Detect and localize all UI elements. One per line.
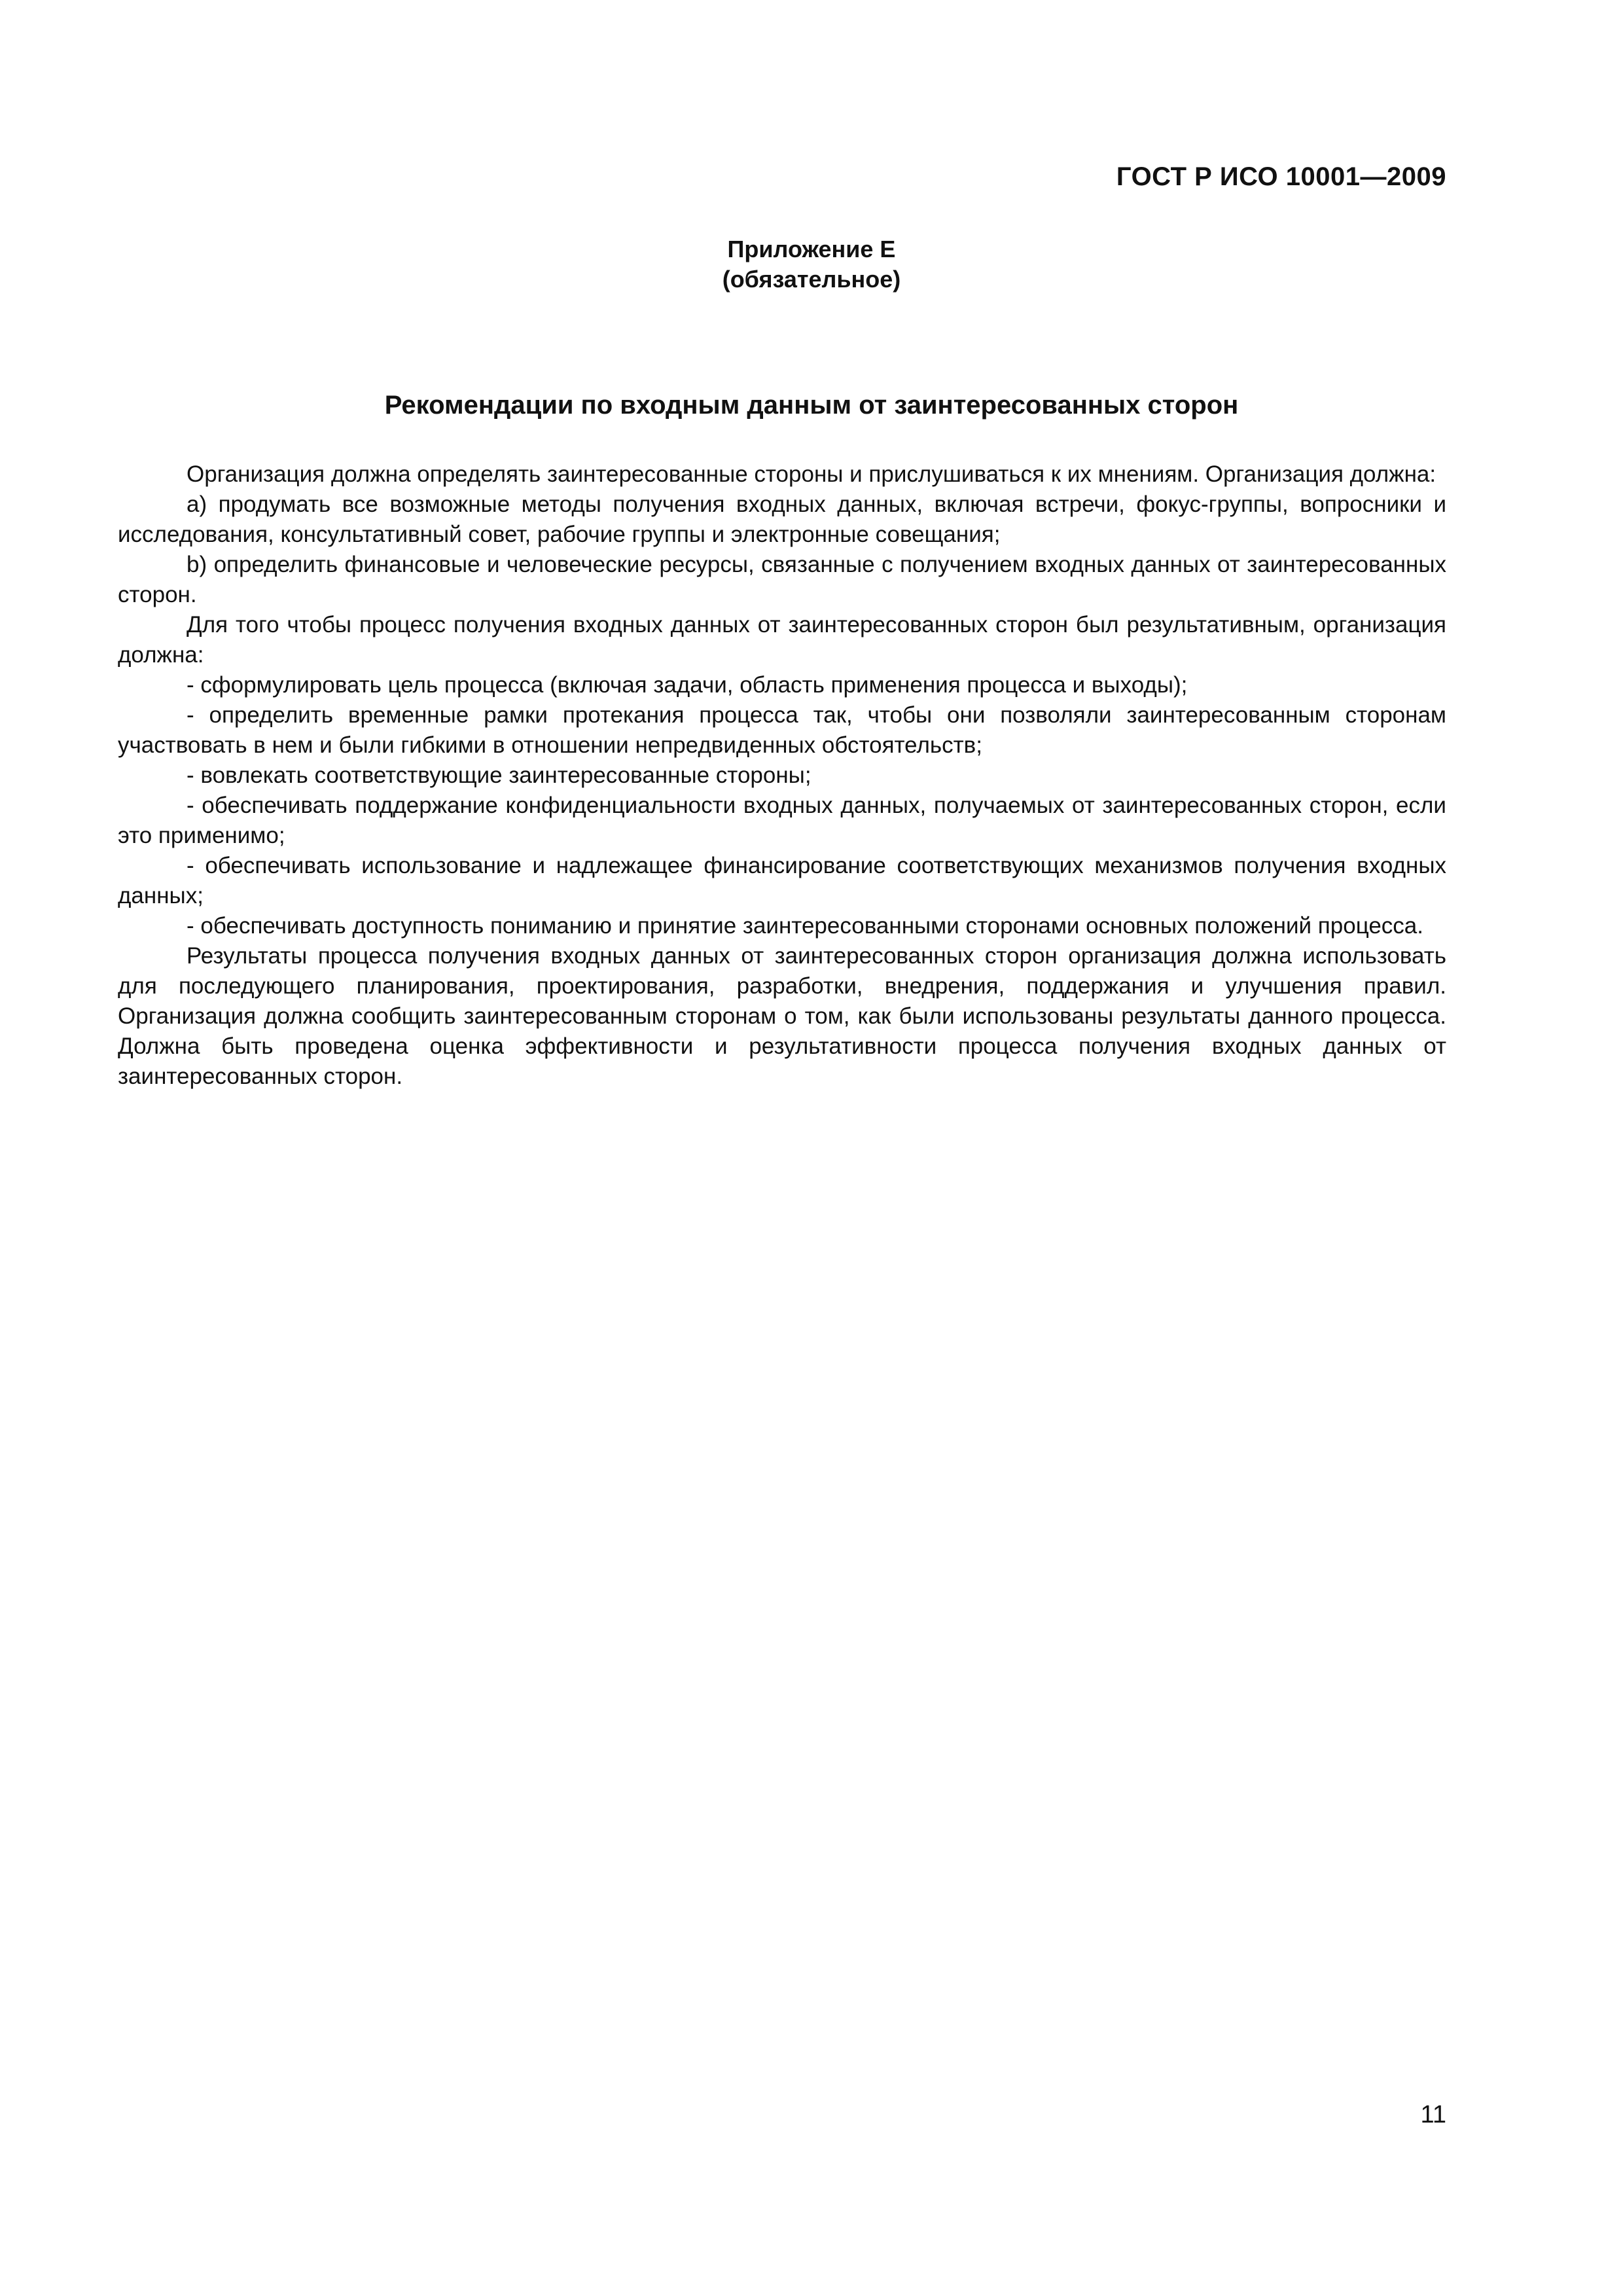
bullet-item-confidentiality: - обеспечивать поддержание конфиденциальности входных данных, получаемых от заинтересованных сторон, если это применимо; — [118, 793, 1446, 848]
annex-label: Приложение Е — [727, 236, 896, 262]
list-item-a: a) продумать все возможные методы получения входных данных, включая встречи, фокус-группы, вопросники и исследования, консультативный совет, рабочие группы и электронные совещания; — [118, 492, 1446, 547]
bullet-item-timeframe: - определить временные рамки протекания процесса так, чтобы они позволяли заинтересованным сторонам участвовать в нем и были гибкими в отношении непредвиденных обстоятельств; — [118, 702, 1446, 758]
list-item-b: b) определить финансовые и человеческие ресурсы, связанные с получением входных данных от заинтересованных сторон. — [118, 552, 1446, 607]
paragraph-process: Для того чтобы процесс получения входных данных от заинтересованных сторон был результативным, организация должна: — [118, 612, 1446, 668]
page-number: 11 — [1420, 2101, 1446, 2128]
bullet-item-funding: - обеспечивать использование и надлежащее финансирование соответствующих механизмов получения входных данных; — [118, 853, 1446, 908]
annex-status: (обязательное) — [722, 266, 901, 293]
annex-body — [118, 459, 1446, 1092]
paragraph-results: Результаты процесса получения входных данных от заинтересованных сторон организация должна использовать для последующего планирования, проектирования, разработки, внедрения, поддержания и улучшения правил. Организация должна сообщить заинтересованным сторонам о том, как были использованы результаты данного процесса. Должна быть проведена оценка эффективности и результативности процесса получения входных данных от заинтересованных сторон. — [118, 943, 1446, 1089]
bullet-item-involve: - вовлекать соответствующие заинтересованные стороны; — [187, 762, 812, 788]
bullet-item-accessibility: - обеспечивать доступность пониманию и принятие заинтересованными сторонами основных положений процесса. — [187, 913, 1423, 939]
annex-title: Рекомендации по входным данным от заинтересованных сторон — [384, 391, 1239, 420]
paragraph-intro: Организация должна определять заинтересованные стороны и прислушиваться к их мнениям. Организация должна: — [187, 461, 1436, 487]
document-code: ГОСТ Р ИСО 10001—2009 — [1116, 162, 1446, 191]
bullet-item-goal: - сформулировать цель процесса (включая задачи, область применения процесса и выходы); — [187, 672, 1188, 698]
annex-heading — [0, 234, 1623, 295]
